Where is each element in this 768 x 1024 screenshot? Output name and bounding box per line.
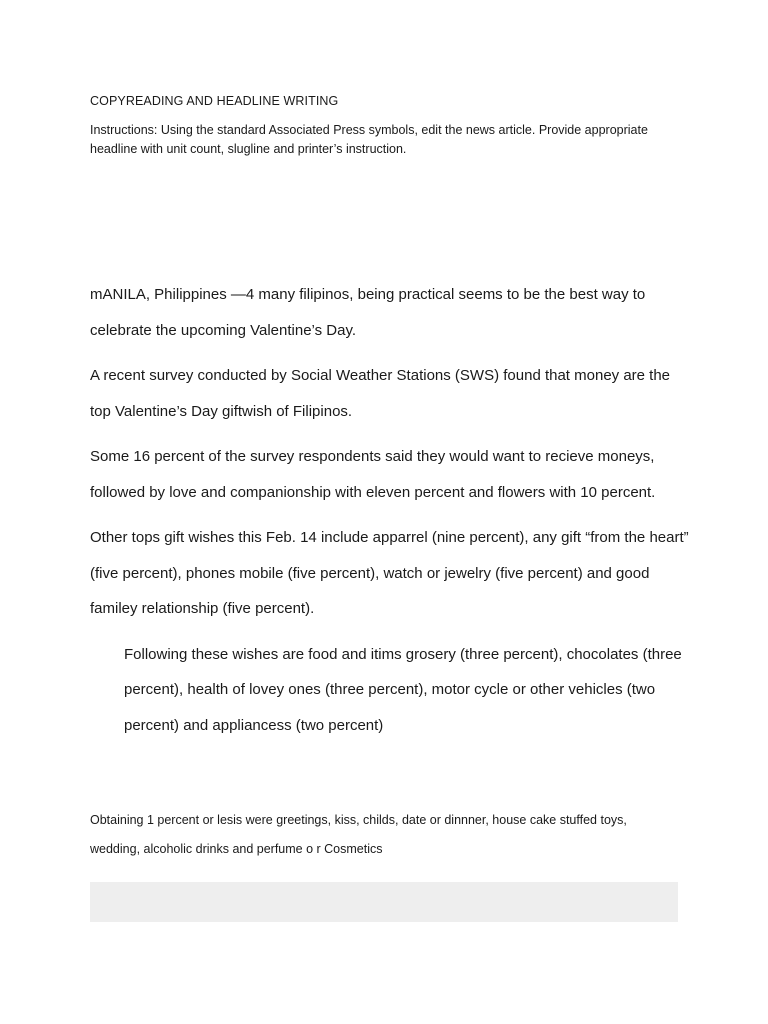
document-title: COPYREADING AND HEADLINE WRITING xyxy=(90,94,339,108)
article-paragraph-5: Following these wishes are food and itims grosery (three percent), chocolates (three percent), health of lovey ones (three percent), motor cycle or other vehicles (two percent) and appliancess (two percent) xyxy=(124,645,682,734)
document-header xyxy=(90,92,680,159)
instructions-text: Instructions: Using the standard Associated Press symbols, edit the news article. Provide appropriate headline with unit count, slugline and printer’s instruction. xyxy=(90,123,648,156)
article-paragraph-1: mANILA, Philippines —4 many filipinos, being practical seems to be the best way to celebrate the upcoming Valentine’s Day. xyxy=(90,286,646,339)
article-paragraph-3: Some 16 percent of the survey respondents said they would want to recieve moneys, followed by love and companionship with eleven percent and flowers with 10 percent. xyxy=(90,448,656,501)
article-paragraph-4: Other tops gift wishes this Feb. 14 include apparrel (nine percent), any gift “from the heart” (five percent), phones mobile (five percent), watch or jewelry (five percent) and good familey relationship (five percent). xyxy=(90,529,689,617)
blank-answer-box xyxy=(90,882,678,922)
article-footnote: Obtaining 1 percent or lesis were greetings, kiss, childs, date or dinnner, house cake stuffed toys, wedding, alcoholic drinks and perfume o r Cosmetics xyxy=(90,813,627,856)
article-paragraph-2: A recent survey conducted by Social Weather Stations (SWS) found that money are the top Valentine’s Day giftwish of Filipinos. xyxy=(90,367,671,420)
news-article xyxy=(90,277,690,753)
